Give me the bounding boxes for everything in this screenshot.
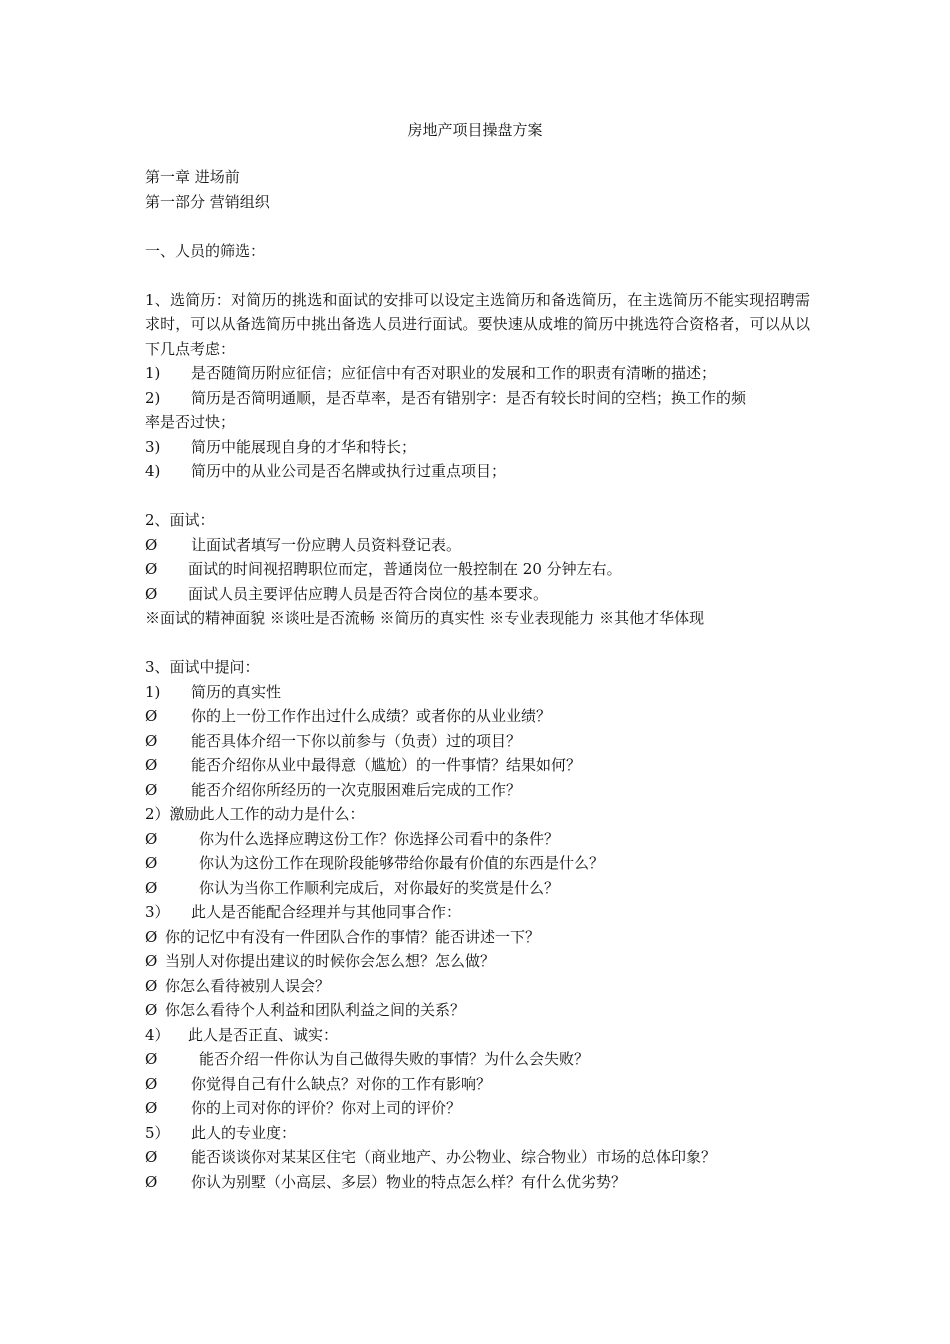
- list-text: 面试的时间视招聘职位而定，普通岗位一般控制在 20 分钟左右。: [188, 560, 622, 578]
- question-item: [145, 704, 810, 729]
- question-item: [145, 827, 810, 852]
- list-marker: 4）: [145, 1025, 170, 1044]
- question-text: 你怎么看待被别人误会？: [165, 976, 331, 995]
- list-text: 让面试者填写一份应聘人员资料登记表。: [191, 535, 462, 554]
- list-text: 是否随简历附应征信；应征信中有否对职业的发展和工作的职责有清晰的描述；: [191, 364, 717, 382]
- list-marker: 1): [145, 364, 161, 382]
- chapter-heading: 第一章 进场前: [145, 168, 240, 186]
- question-item: [145, 729, 810, 754]
- list-item: [145, 361, 810, 386]
- document-body: [145, 165, 810, 1194]
- question-item: [145, 974, 810, 999]
- group-label-text: 简历的真实性: [191, 682, 282, 701]
- part-heading: 第一部分 营销组织: [145, 192, 270, 211]
- list-item: [145, 582, 810, 607]
- list-text: 面试人员主要评估应聘人员是否符合岗位的基本要求。: [188, 584, 549, 603]
- question-text: 你的记忆中有没有一件团队合作的事情？能否讲述一下？: [165, 927, 541, 946]
- bullet-marker: Ø: [145, 1001, 158, 1019]
- list-marker: 2): [145, 388, 161, 407]
- list-item: [145, 557, 810, 582]
- question-text: 你认为当你工作顺利完成后，对你最好的奖赏是什么？: [199, 878, 560, 897]
- question-text: 你认为这份工作在现阶段能够带给你最有价值的东西是什么？: [199, 854, 605, 872]
- list-marker: 5）: [145, 1123, 170, 1142]
- list-item: [145, 435, 810, 460]
- bullet-marker: Ø: [145, 780, 158, 799]
- question-text: 你怎么看待个人利益和团队利益之间的关系？: [165, 1001, 466, 1019]
- document-title: 房地产项目操盘方案: [407, 121, 543, 139]
- question-text: 能否具体介绍一下你以前参与（负责）过的项目？: [191, 731, 522, 750]
- bullet-marker: Ø: [145, 535, 158, 554]
- question-item: [145, 1170, 810, 1195]
- bullet-marker: Ø: [145, 1099, 158, 1117]
- question-group-label: [145, 1121, 810, 1146]
- question-item: [145, 1145, 810, 1170]
- question-group-label: [145, 900, 810, 925]
- question-text: 能否介绍你所经历的一次克服困难后完成的工作？: [191, 780, 522, 799]
- question-item: [145, 998, 810, 1023]
- question-item: [145, 925, 810, 950]
- bullet-marker: Ø: [145, 927, 158, 946]
- bullet-marker: Ø: [145, 584, 158, 603]
- question-text: 能否介绍一件你认为自己做得失败的事情？为什么会失败？: [199, 1050, 590, 1068]
- bullet-marker: Ø: [145, 878, 158, 897]
- question-item: [145, 753, 810, 778]
- list-text: 简历中的从业公司是否名牌或执行过重点项目；: [191, 462, 507, 480]
- question-group-label: 2）激励此人工作的动力是什么：: [145, 805, 365, 823]
- bullet-marker: Ø: [145, 1074, 158, 1093]
- question-item: [145, 1096, 810, 1121]
- group-label-text: 此人的专业度：: [191, 1123, 297, 1142]
- question-group-label: [145, 1023, 810, 1048]
- bullet-marker: Ø: [145, 560, 158, 578]
- bullet-marker: Ø: [145, 854, 158, 872]
- bullet-marker: Ø: [145, 1050, 158, 1068]
- list-text: 简历中能展现自身的才华和特长；: [191, 437, 417, 456]
- list-marker: 3）: [145, 903, 170, 921]
- question-text: 能否介绍你从业中最得意（尴尬）的一件事情？结果如何？: [191, 756, 582, 774]
- bullet-marker: Ø: [145, 829, 158, 848]
- bullet-marker: Ø: [145, 707, 158, 725]
- question-group-label: [145, 680, 810, 705]
- list-item: [145, 459, 810, 484]
- interview-criteria: ※面试的精神面貌 ※谈吐是否流畅 ※简历的真实性 ※专业表现能力 ※其他才华体现: [145, 609, 705, 627]
- question-item: [145, 949, 810, 974]
- list-text: 简历是否简明通顺，是否草率，是否有错别字：是否有较长时间的空档；换工作的频: [191, 388, 747, 407]
- question-item: [145, 851, 810, 876]
- question-item: [145, 1072, 810, 1097]
- bullet-marker: Ø: [145, 1172, 158, 1191]
- question-text: 你觉得自己有什么缺点？对你的工作有影响？: [191, 1074, 492, 1093]
- question-text: 你为什么选择应聘这份工作？你选择公司看中的条件？: [199, 829, 560, 848]
- list-marker: 1): [145, 682, 161, 701]
- bullet-marker: Ø: [145, 976, 158, 995]
- group-label-text: 此人是否正直、诚实：: [188, 1025, 339, 1044]
- bullet-marker: Ø: [145, 756, 158, 774]
- interview-heading: 2、面试：: [145, 511, 215, 529]
- bullet-marker: Ø: [145, 1148, 158, 1166]
- question-text: 你认为别墅（小高层、多层）物业的特点怎么样？有什么优劣势？: [191, 1172, 627, 1191]
- bullet-marker: Ø: [145, 952, 158, 970]
- list-item: [145, 386, 810, 411]
- questions-heading: 3、面试中提问：: [145, 658, 260, 676]
- question-text: 你的上一份工作作出过什么成绩？或者你的从业业绩？: [191, 707, 552, 725]
- question-item: [145, 876, 810, 901]
- bullet-marker: Ø: [145, 731, 158, 750]
- resume-paragraph: 1、选简历：对简历的挑选和面试的安排可以设定主选简历和备选简历，在主选简历不能实现招聘需求时，可以从备选简历中挑出备选人员进行面试。要快速从成堆的简历中挑选符合资格者，可以从以下几点考虑：: [145, 290, 810, 358]
- list-marker: 3): [145, 437, 161, 456]
- question-text: 能否谈谈你对某某区住宅（商业地产、办公物业、综合物业）市场的总体印象？: [191, 1148, 717, 1166]
- list-marker: 4): [145, 462, 161, 480]
- group-label-text: 此人是否能配合经理并与其他同事合作：: [191, 903, 462, 921]
- question-item: [145, 778, 810, 803]
- question-item: [145, 1047, 810, 1072]
- list-text-continuation: 率是否过快；: [145, 413, 236, 431]
- question-text: 当别人对你提出建议的时候你会怎么想？怎么做？: [165, 952, 496, 970]
- list-item: [145, 533, 810, 558]
- question-text: 你的上司对你的评价？你对上司的评价？: [191, 1099, 462, 1117]
- section-heading: 一、人员的筛选：: [145, 241, 266, 260]
